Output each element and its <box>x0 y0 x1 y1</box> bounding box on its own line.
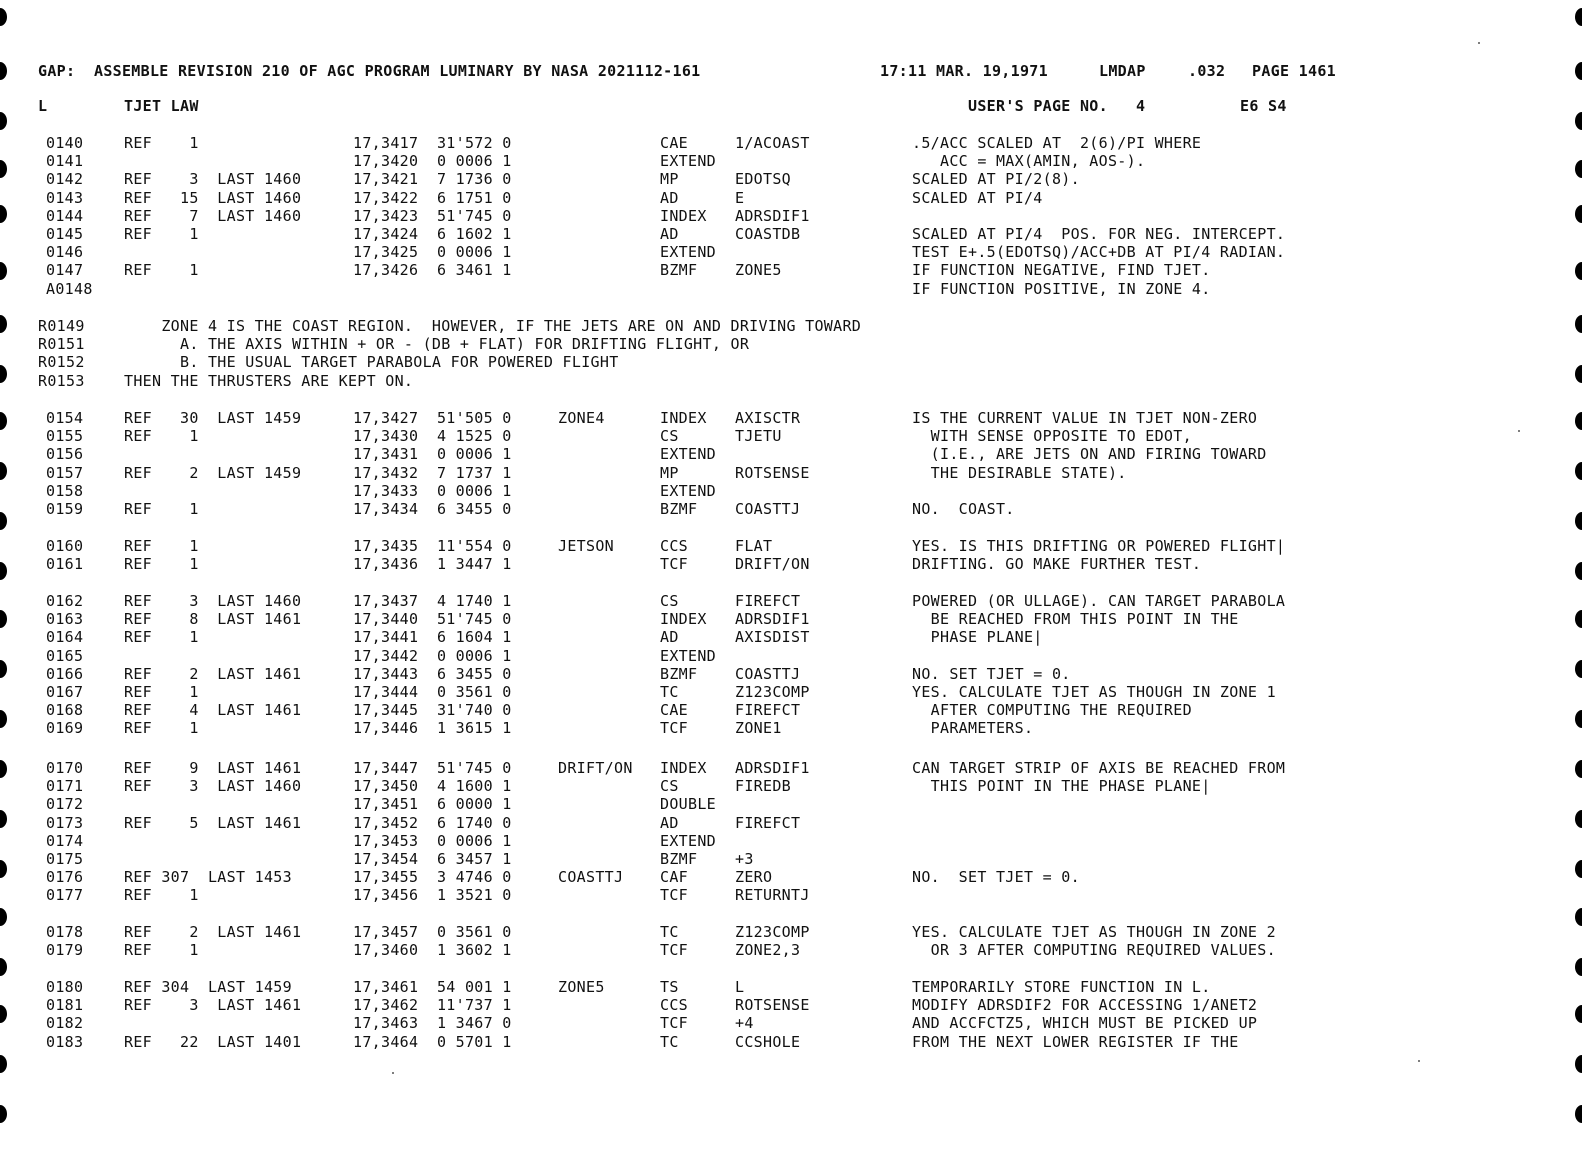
line-number: 0159 <box>46 500 84 518</box>
feed-hole <box>1575 1055 1582 1073</box>
label-field: COASTTJ <box>558 868 624 887</box>
section-code: E6 S4 <box>1240 97 1287 115</box>
line-number: 0162 <box>46 592 84 610</box>
feed-hole <box>1575 112 1582 130</box>
operand-field: FIREFCT <box>735 701 801 720</box>
address-field: 17,3417 31'572 0 <box>353 134 512 152</box>
ref-field: REF 7 LAST 1460 <box>124 206 302 225</box>
operand-field: RETURNTJ <box>735 886 810 905</box>
address-field: 17,3463 1 3467 0 <box>353 1014 512 1033</box>
ref-field: REF 1 <box>124 628 199 647</box>
comment-field: NO. SET TJET = 0. <box>912 868 1080 887</box>
line-number: 0145 <box>46 225 84 243</box>
address-field: 17,3447 51'745 0 <box>353 759 512 777</box>
operand-field: COASTTJ <box>735 664 801 683</box>
opcode-field: INDEX <box>660 759 707 777</box>
address-field: 17,3456 1 3521 0 <box>353 886 512 905</box>
ref-field: REF 304 LAST 1459 <box>124 978 292 996</box>
feed-hole <box>1575 1105 1582 1123</box>
line-number: 0181 <box>46 996 84 1015</box>
operand-field: ZONE1 <box>735 719 782 738</box>
opcode-field: TCF <box>660 886 688 905</box>
operand-field: CCSHOLE <box>735 1032 801 1051</box>
line-number: 0166 <box>46 664 84 683</box>
feed-hole <box>1575 160 1582 178</box>
feed-hole <box>0 860 7 878</box>
comment-field: MODIFY ADRSDIF2 FOR ACCESSING 1/ANET2 <box>912 996 1258 1015</box>
address-field: 17,3440 51'745 0 <box>353 610 512 629</box>
opcode-field: AD <box>660 225 679 243</box>
address-field: 17,3451 6 0000 1 <box>353 795 512 814</box>
operand-field: ADRSDIF1 <box>735 610 810 629</box>
feed-hole <box>1575 8 1582 26</box>
ref-field: REF 5 LAST 1461 <box>124 813 302 832</box>
ref-field: REF 4 LAST 1461 <box>124 701 302 720</box>
opcode-field: INDEX <box>660 206 707 225</box>
remark-text: ZONE 4 IS THE COAST REGION. HOWEVER, IF THE JETS ARE ON AND DRIVING TOWARD <box>124 317 862 335</box>
comment-field: CAN TARGET STRIP OF AXIS BE REACHED FROM <box>912 759 1286 777</box>
comment-field: YES. CALCULATE TJET AS THOUGH IN ZONE 1 <box>912 683 1276 701</box>
line-number: 0171 <box>46 777 84 796</box>
feed-hole <box>0 462 7 480</box>
address-field: 17,3437 4 1740 1 <box>353 592 512 610</box>
feed-hole <box>1575 1005 1582 1023</box>
comment-field: AND ACCFCTZ5, WHICH MUST BE PICKED UP <box>912 1014 1258 1033</box>
operand-field: FIREFCT <box>735 592 801 610</box>
feed-hole <box>0 205 7 223</box>
feed-hole <box>0 1105 7 1123</box>
address-field: 17,3443 6 3455 0 <box>353 664 512 683</box>
ref-field: REF 15 LAST 1460 <box>124 188 302 207</box>
comment-field: BE REACHED FROM THIS POINT IN THE <box>912 610 1239 629</box>
comment-field: NO. SET TJET = 0. <box>912 664 1071 683</box>
opcode-field: CCS <box>660 996 688 1015</box>
comment-field: PARAMETERS. <box>912 719 1034 738</box>
ref-field: REF 1 <box>124 427 199 446</box>
address-field: 17,3446 1 3615 1 <box>353 719 512 738</box>
address-field: 17,3431 0 0006 1 <box>353 445 512 464</box>
comment-field: SCALED AT PI/4 <box>912 188 1043 207</box>
line-number: 0172 <box>46 795 84 814</box>
line-number: 0160 <box>46 537 84 555</box>
address-field: 17,3434 6 3455 0 <box>353 500 512 518</box>
module-name: LMDAP <box>1099 62 1146 80</box>
ref-field: REF 3 LAST 1461 <box>124 996 302 1015</box>
opcode-field: EXTEND <box>660 445 716 464</box>
paper-speck <box>392 1072 394 1074</box>
address-field: 17,3444 0 3561 0 <box>353 683 512 701</box>
opcode-field: TS <box>660 978 679 996</box>
opcode-field: TC <box>660 683 679 701</box>
feed-hole <box>1575 412 1582 430</box>
feed-hole <box>0 958 7 976</box>
address-field: 17,3427 51'505 0 <box>353 409 512 427</box>
line-number: 0164 <box>46 628 84 647</box>
comment-field: IF FUNCTION POSITIVE, IN ZONE 4. <box>912 279 1211 298</box>
feed-hole <box>0 562 7 580</box>
module-version: .032 <box>1188 62 1226 80</box>
operand-field: +4 <box>735 1014 754 1033</box>
line-number: 0170 <box>46 759 84 777</box>
opcode-field: CAE <box>660 134 688 152</box>
line-number: 0154 <box>46 409 84 427</box>
label-field: DRIFT/ON <box>558 759 633 777</box>
line-number: 0173 <box>46 813 84 832</box>
ref-field: REF 30 LAST 1459 <box>124 409 302 427</box>
feed-hole <box>0 1005 7 1023</box>
label-field: JETSON <box>558 537 614 555</box>
line-number: 0140 <box>46 134 84 152</box>
feed-hole <box>1575 365 1582 383</box>
opcode-field: TC <box>660 923 679 941</box>
line-number: 0156 <box>46 445 84 464</box>
ref-field: REF 1 <box>124 261 199 280</box>
address-field: 17,3460 1 3602 1 <box>353 941 512 960</box>
line-number: 0142 <box>46 170 84 189</box>
address-field: 17,3457 0 3561 0 <box>353 923 512 941</box>
opcode-field: BZMF <box>660 664 698 683</box>
comment-field: FROM THE NEXT LOWER REGISTER IF THE <box>912 1032 1239 1051</box>
feed-hole <box>1575 660 1582 678</box>
operand-field: ZONE5 <box>735 261 782 280</box>
operand-field: EDOTSQ <box>735 170 791 189</box>
ref-field: REF 1 <box>124 941 199 960</box>
section-title: TJET LAW <box>124 97 199 115</box>
opcode-field: CCS <box>660 537 688 555</box>
comment-field: YES. IS THIS DRIFTING OR POWERED FLIGHT| <box>912 537 1286 555</box>
operand-field: +3 <box>735 850 754 868</box>
line-number: 0165 <box>46 646 84 665</box>
ref-field: REF 3 LAST 1460 <box>124 777 302 796</box>
line-number: 0183 <box>46 1032 84 1051</box>
opcode-field: EXTEND <box>660 152 716 171</box>
paper-speck <box>1518 430 1520 432</box>
operand-field: ADRSDIF1 <box>735 759 810 777</box>
feed-hole <box>1575 315 1582 333</box>
operand-field: AXISCTR <box>735 409 801 427</box>
ref-field: REF 1 <box>124 886 199 905</box>
line-number: 0169 <box>46 719 84 738</box>
opcode-field: CAE <box>660 701 688 720</box>
comment-field: NO. COAST. <box>912 500 1015 518</box>
feed-hole <box>1575 62 1582 80</box>
line-number: R0152 <box>38 353 85 372</box>
line-number: 0182 <box>46 1014 84 1033</box>
operand-field: TJETU <box>735 427 782 446</box>
opcode-field: DOUBLE <box>660 795 716 814</box>
ref-field: REF 22 LAST 1401 <box>124 1032 302 1051</box>
opcode-field: TC <box>660 1032 679 1051</box>
opcode-field: CS <box>660 592 679 610</box>
feed-hole <box>1575 860 1582 878</box>
comment-field: TEMPORARILY STORE FUNCTION IN L. <box>912 978 1211 996</box>
opcode-field: TCF <box>660 555 688 574</box>
ref-field: REF 9 LAST 1461 <box>124 759 302 777</box>
operand-field: ZONE2,3 <box>735 941 801 960</box>
label-field: ZONE5 <box>558 978 605 996</box>
line-number: 0155 <box>46 427 84 446</box>
opcode-field: INDEX <box>660 409 707 427</box>
listing-header <box>0 62 1336 80</box>
line-number: 0141 <box>46 152 84 171</box>
line-number: R0149 <box>38 317 85 335</box>
address-field: 17,3455 3 4746 0 <box>353 868 512 887</box>
line-number: 0176 <box>46 868 84 887</box>
ref-field: REF 1 <box>124 719 199 738</box>
feed-hole <box>0 760 7 778</box>
operand-field: ROTSENSE <box>735 463 810 482</box>
address-field: 17,3435 11'554 0 <box>353 537 512 555</box>
feed-hole <box>0 315 7 333</box>
address-field: 17,3462 11'737 1 <box>353 996 512 1015</box>
operand-field: FIREFCT <box>735 813 801 832</box>
opcode-field: BZMF <box>660 500 698 518</box>
comment-field: PHASE PLANE| <box>912 628 1043 647</box>
operand-field: Z123COMP <box>735 683 810 701</box>
feed-hole <box>0 512 7 530</box>
operand-field: AXISDIST <box>735 628 810 647</box>
opcode-field: EXTEND <box>660 243 716 262</box>
operand-field: ZERO <box>735 868 773 887</box>
line-number: 0161 <box>46 555 84 574</box>
opcode-field: BZMF <box>660 261 698 280</box>
line-number: A0148 <box>46 279 93 298</box>
feed-hole <box>1575 810 1582 828</box>
comment-field: IF FUNCTION NEGATIVE, FIND TJET. <box>912 261 1211 280</box>
line-number: 0175 <box>46 850 84 868</box>
address-field: 17,3461 54 001 1 <box>353 978 512 996</box>
remark-text: B. THE USUAL TARGET PARABOLA FOR POWERED FLIGHT <box>124 353 619 372</box>
line-number: 0180 <box>46 978 84 996</box>
comment-field: WITH SENSE OPPOSITE TO EDOT, <box>912 427 1192 446</box>
address-field: 17,3453 0 0006 1 <box>353 831 512 850</box>
comment-field: (I.E., ARE JETS ON AND FIRING TOWARD <box>912 445 1267 464</box>
feed-hole <box>0 262 7 280</box>
comment-field: TEST E+.5(EDOTSQ)/ACC+DB AT PI/4 RADIAN. <box>912 243 1286 262</box>
ref-field: REF 1 <box>124 225 199 243</box>
opcode-field: MP <box>660 170 679 189</box>
ref-field: REF 1 <box>124 683 199 701</box>
comment-field: OR 3 AFTER COMPUTING REQUIRED VALUES. <box>912 941 1276 960</box>
comment-field: IS THE CURRENT VALUE IN TJET NON-ZERO <box>912 409 1258 427</box>
operand-field: FLAT <box>735 537 773 555</box>
line-number: 0147 <box>46 261 84 280</box>
comment-field: POWERED (OR ULLAGE). CAN TARGET PARABOLA <box>912 592 1286 610</box>
operand-field: COASTTJ <box>735 500 801 518</box>
comment-field: SCALED AT PI/4 POS. FOR NEG. INTERCEPT. <box>912 225 1286 243</box>
opcode-field: BZMF <box>660 850 698 868</box>
comment-field: AFTER COMPUTING THE REQUIRED <box>912 701 1192 720</box>
address-field: 17,3442 0 0006 1 <box>353 646 512 665</box>
ref-field: REF 1 <box>124 500 199 518</box>
address-field: 17,3424 6 1602 1 <box>353 225 512 243</box>
line-number: 0168 <box>46 701 84 720</box>
line-number: 0143 <box>46 188 84 207</box>
opcode-field: TCF <box>660 719 688 738</box>
address-field: 17,3422 6 1751 0 <box>353 188 512 207</box>
address-field: 17,3464 0 5701 1 <box>353 1032 512 1051</box>
log-section: L <box>38 97 48 115</box>
line-number: 0167 <box>46 683 84 701</box>
comment-field: .5/ACC SCALED AT 2(6)/PI WHERE <box>912 134 1202 152</box>
feed-hole <box>0 610 7 628</box>
operand-field: COASTDB <box>735 225 801 243</box>
ref-field: REF 2 LAST 1461 <box>124 664 302 683</box>
opcode-field: AD <box>660 813 679 832</box>
operand-field: DRIFT/ON <box>735 555 810 574</box>
feed-hole <box>0 8 7 26</box>
address-field: 17,3445 31'740 0 <box>353 701 512 720</box>
feed-hole <box>1575 760 1582 778</box>
line-number: 0179 <box>46 941 84 960</box>
operand-field: FIREDB <box>735 777 791 796</box>
feed-hole <box>1575 610 1582 628</box>
comment-field: THE DESIRABLE STATE). <box>912 463 1127 482</box>
ref-field: REF 8 LAST 1461 <box>124 610 302 629</box>
ref-field: REF 307 LAST 1453 <box>124 868 292 887</box>
page-number: PAGE 1461 <box>1252 62 1336 80</box>
opcode-field: CS <box>660 777 679 796</box>
ref-field: REF 1 <box>124 134 199 152</box>
comment-field: YES. CALCULATE TJET AS THOUGH IN ZONE 2 <box>912 923 1276 941</box>
feed-hole <box>1575 710 1582 728</box>
operand-field: ROTSENSE <box>735 996 810 1015</box>
ref-field: REF 1 <box>124 555 199 574</box>
opcode-field: CAF <box>660 868 688 887</box>
feed-hole <box>1575 908 1582 926</box>
feed-hole <box>1575 958 1582 976</box>
opcode-field: INDEX <box>660 610 707 629</box>
opcode-field: CS <box>660 427 679 446</box>
label-field: ZONE4 <box>558 409 605 427</box>
line-number: 0144 <box>46 206 84 225</box>
feed-hole <box>1575 562 1582 580</box>
address-field: 17,3421 7 1736 0 <box>353 170 512 189</box>
feed-hole <box>0 660 7 678</box>
address-field: 17,3430 4 1525 0 <box>353 427 512 446</box>
address-field: 17,3452 6 1740 0 <box>353 813 512 832</box>
address-field: 17,3420 0 0006 1 <box>353 152 512 171</box>
feed-hole <box>0 710 7 728</box>
feed-hole <box>0 908 7 926</box>
feed-hole <box>0 810 7 828</box>
address-field: 17,3423 51'745 0 <box>353 206 512 225</box>
ref-field: REF 2 LAST 1459 <box>124 463 302 482</box>
comment-field: THIS POINT IN THE PHASE PLANE| <box>912 777 1211 796</box>
operand-field: 1/ACOAST <box>735 134 810 152</box>
remark-text: THEN THE THRUSTERS ARE KEPT ON. <box>124 371 414 390</box>
users-page-number: USER'S PAGE NO. 4 <box>968 97 1146 115</box>
feed-hole <box>0 1055 7 1073</box>
address-field: 17,3450 4 1600 1 <box>353 777 512 796</box>
feed-hole <box>1575 262 1582 280</box>
feed-hole <box>0 412 7 430</box>
operand-field: ADRSDIF1 <box>735 206 810 225</box>
comment-field: DRIFTING. GO MAKE FURTHER TEST. <box>912 555 1202 574</box>
address-field: 17,3433 0 0006 1 <box>353 481 512 500</box>
line-number: 0146 <box>46 243 84 262</box>
feed-hole <box>1575 462 1582 480</box>
opcode-field: EXTEND <box>660 831 716 850</box>
opcode-field: AD <box>660 628 679 647</box>
remark-text: A. THE AXIS WITHIN + OR - (DB + FLAT) FOR DRIFTING FLIGHT, OR <box>124 335 750 354</box>
feed-hole <box>1575 205 1582 223</box>
ref-field: REF 1 <box>124 537 199 555</box>
line-number: R0151 <box>38 335 85 354</box>
opcode-field: TCF <box>660 1014 688 1033</box>
opcode-field: AD <box>660 188 679 207</box>
line-number: 0158 <box>46 481 84 500</box>
assembly-title: GAP: ASSEMBLE REVISION 210 OF AGC PROGRAM LUMINARY BY NASA 2021112-161 <box>38 62 701 80</box>
print-date: 17:11 MAR. 19,1971 <box>880 62 1048 80</box>
opcode-field: EXTEND <box>660 646 716 665</box>
opcode-field: MP <box>660 463 679 482</box>
line-number: 0174 <box>46 831 84 850</box>
address-field: 17,3436 1 3447 1 <box>353 555 512 574</box>
line-number: 0157 <box>46 463 84 482</box>
comment-field: ACC = MAX(AMIN, AOS-). <box>912 152 1146 171</box>
opcode-field: TCF <box>660 941 688 960</box>
line-number: 0178 <box>46 923 84 941</box>
address-field: 17,3425 0 0006 1 <box>353 243 512 262</box>
feed-hole <box>0 365 7 383</box>
paper-speck <box>1418 1060 1420 1062</box>
line-number: R0153 <box>38 371 85 390</box>
feed-hole <box>1575 512 1582 530</box>
operand-field: L <box>735 978 745 996</box>
ref-field: REF 3 LAST 1460 <box>124 170 302 189</box>
listing-subheader <box>0 97 1287 115</box>
operand-field: E <box>735 188 745 207</box>
ref-field: REF 3 LAST 1460 <box>124 592 302 610</box>
ref-field: REF 2 LAST 1461 <box>124 923 302 941</box>
address-field: 17,3426 6 3461 1 <box>353 261 512 280</box>
line-number: 0177 <box>46 886 84 905</box>
address-field: 17,3432 7 1737 1 <box>353 463 512 482</box>
paper-speck <box>1478 42 1480 44</box>
comment-field: SCALED AT PI/2(8). <box>912 170 1080 189</box>
line-number: 0163 <box>46 610 84 629</box>
address-field: 17,3454 6 3457 1 <box>353 850 512 868</box>
operand-field: Z123COMP <box>735 923 810 941</box>
opcode-field: EXTEND <box>660 481 716 500</box>
address-field: 17,3441 6 1604 1 <box>353 628 512 647</box>
